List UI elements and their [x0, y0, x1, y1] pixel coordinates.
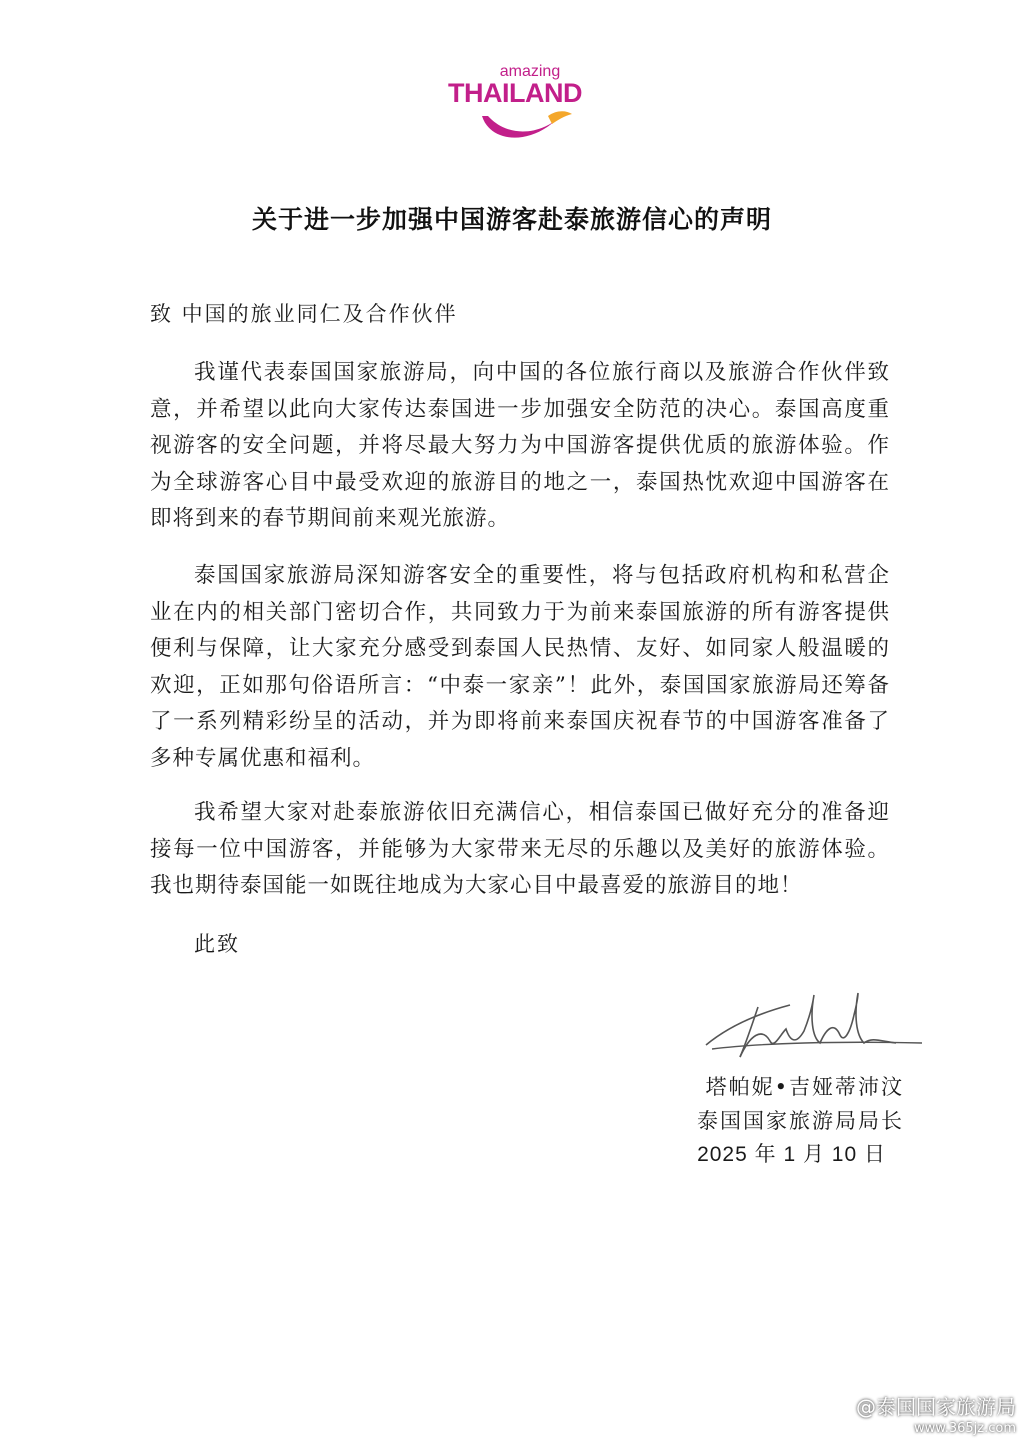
watermark-account: @泰国国家旅游局	[856, 1395, 1016, 1419]
document-date: 2025 年 1 月 10 日	[697, 1143, 886, 1166]
logo-small-text: amazing	[499, 63, 561, 80]
body-paragraph-3: 我希望大家对赴泰旅游依旧充满信心，相信泰国已做好充分的准备迎接每一位中国游客，并能够为大家带来无尽的乐趣以及美好的旅游体验。我也期待泰国能一如既往地成为大家心目中最喜爱的旅游目的地！	[150, 800, 890, 898]
signature-block	[697, 1070, 904, 1172]
signer-title: 泰国国家旅游局局长	[697, 1109, 904, 1133]
salutation: 致 中国的旅业同仁及合作伙伴	[150, 302, 458, 326]
logo-swoosh-icon	[482, 116, 556, 138]
closing: 此致	[194, 932, 240, 956]
signer-name: 塔帕妮•吉娅蒂沛汶	[705, 1075, 904, 1099]
watermark-url: www.365jz.com	[914, 1421, 1016, 1436]
body-paragraph-2: 泰国国家旅游局深知游客安全的重要性，将与包括政府机构和私营企业在内的相关部门密切合作，共同致力于为前来泰国旅游的所有游客提供便利与保障，让大家充分感受到泰国人民热情、友好、如同家人般温暖的欢迎，正如那句俗语所言：“中泰一家亲”！此外，泰国国家旅游局还筹备了一系列精彩纷呈的活动，并为即将前来泰国庆祝春节的中国游客准备了多种专属优惠和福利。	[150, 563, 890, 771]
weibo-watermark	[856, 1396, 1016, 1440]
handwritten-signature	[700, 985, 930, 1065]
document-title: 关于进一步加强中国游客赴泰旅游信心的声明	[251, 205, 772, 234]
body-paragraph-1: 我谨代表泰国国家旅游局，向中国的各位旅行商以及旅游合作伙伴致意，并希望以此向大家传达泰国进一步加强安全防范的决心。泰国高度重视游客的安全问题，并将尽最大努力为中国游客提供优质的旅游体验。作为全球游客心目中最受欢迎的旅游目的地之一，泰国热忱欢迎中国游客在即将到来的春节期间前来观光旅游。	[150, 360, 890, 531]
logo-brand-text: THAILAND	[448, 78, 582, 108]
amazing-thailand-logo	[430, 50, 600, 150]
logo-flame-icon	[548, 111, 572, 124]
